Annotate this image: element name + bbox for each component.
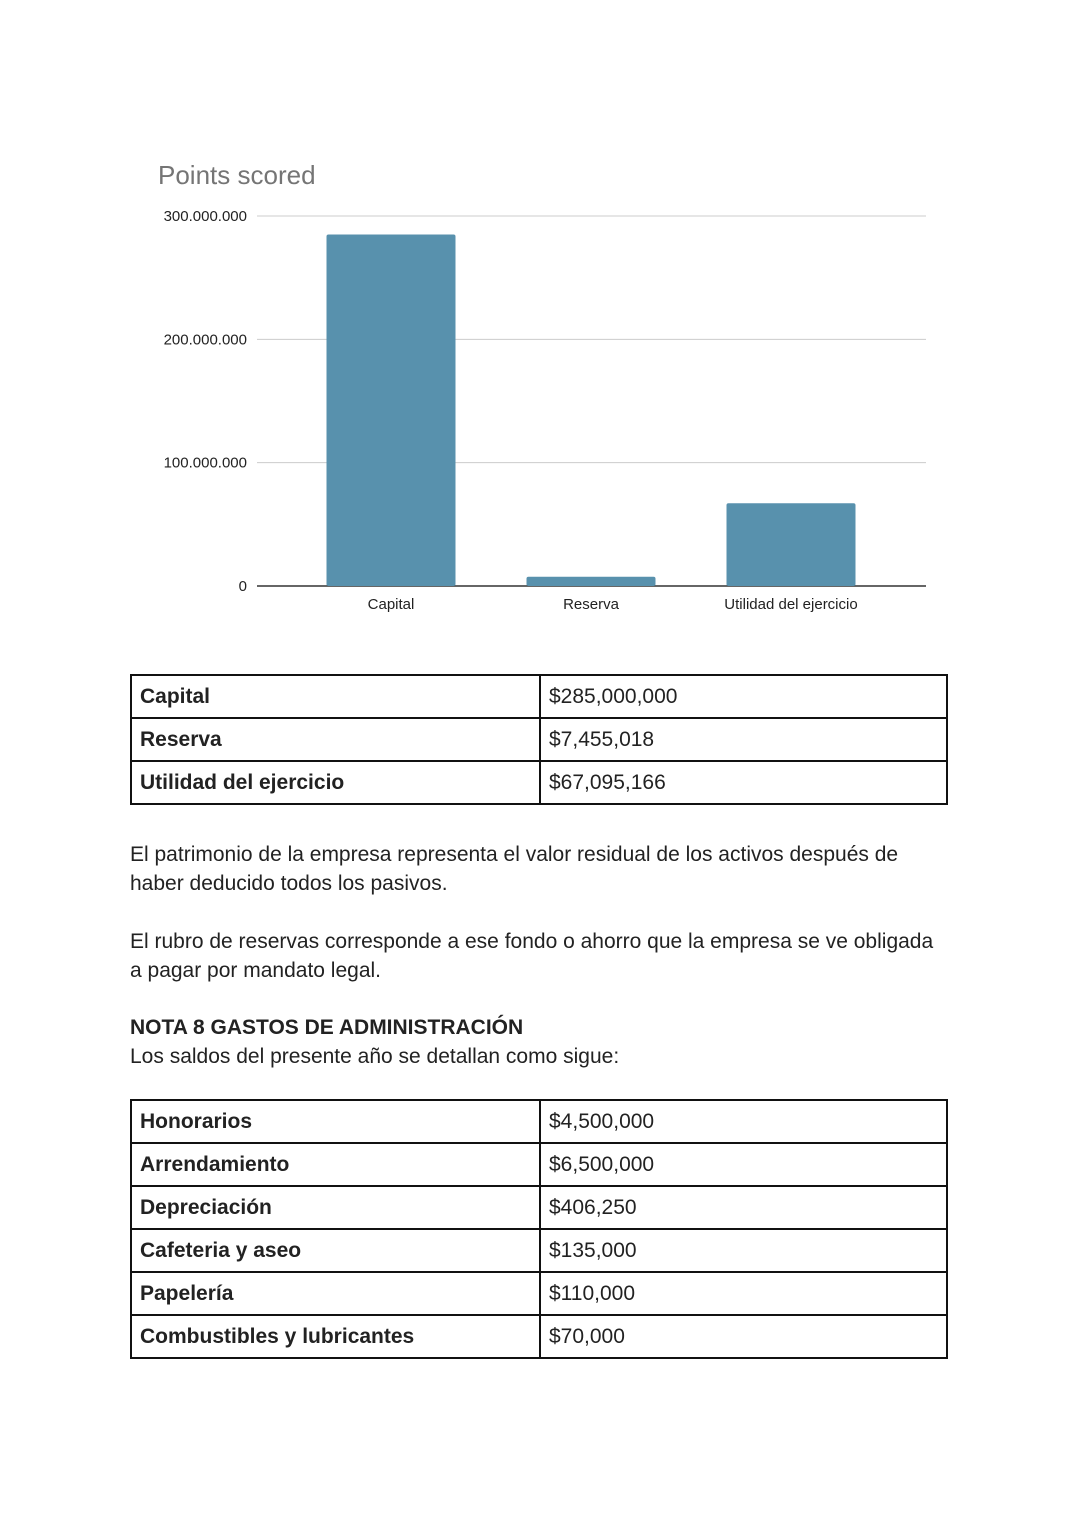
row-label-arrendamiento: Arrendamiento [131,1143,540,1186]
table-row [131,1272,947,1315]
y-tick-label: 200.000.000 [163,331,247,349]
row-value-arrendamiento: $6,500,000 [540,1143,947,1186]
chart-title: Points scored [158,160,316,190]
row-label-cafeteria: Cafeteria y aseo [131,1229,540,1272]
table-row [131,675,947,718]
paragraph-patrimonio: El patrimonio de la empresa representa el valor residual de los activos después de haber deducido todos los pasivos. [130,843,899,895]
equity-table [130,674,948,805]
table-row [131,1100,947,1143]
row-label-capital: Capital [131,675,540,718]
x-tick-label: Reserva [563,596,619,613]
table-row [131,1186,947,1229]
row-value-capital: $285,000,000 [540,675,947,718]
x-tick-label: Utilidad del ejercicio [724,596,858,613]
table-row [131,1143,947,1186]
expenses-table [130,1099,948,1359]
bar-chart [0,0,1080,640]
row-value-papeleria: $110,000 [540,1272,947,1315]
row-value-depreciacion: $406,250 [540,1186,947,1229]
row-label-combustibles: Combustibles y lubricantes [131,1315,540,1358]
table-row [131,1315,947,1358]
row-value-reserva: $7,455,018 [540,718,947,761]
note-8-intro: Los saldos del presente año se detallan como sigue: [130,1045,620,1068]
table-row [131,1229,947,1272]
paragraph-reservas: El rubro de reservas corresponde a ese fondo o ahorro que la empresa se ve obligada a pagar por mandato legal. [130,930,934,982]
bar-reserva [527,577,656,586]
table-row [131,761,947,804]
table-row [131,718,947,761]
bar-capital [327,235,456,587]
row-value-utilidad: $67,095,166 [540,761,947,804]
row-label-honorarios: Honorarios [131,1100,540,1143]
y-tick-label: 0 [238,578,247,595]
row-value-combustibles: $70,000 [540,1315,947,1358]
row-label-papeleria: Papelería [131,1272,540,1315]
row-value-cafeteria: $135,000 [540,1229,947,1272]
note-8-block [130,1013,950,1071]
y-tick-label: 100.000.000 [163,454,247,472]
x-tick-label: Capital [367,596,415,613]
row-value-honorarios: $4,500,000 [540,1100,947,1143]
y-tick-label: 300.000.000 [163,208,247,225]
row-label-reserva: Reserva [131,718,540,761]
row-label-utilidad: Utilidad del ejercicio [131,761,540,804]
note-8-heading: NOTA 8 GASTOS DE ADMINISTRACIÓN [130,1016,524,1039]
bar-utilidad-del-ejercicio [727,503,856,586]
row-label-depreciacion: Depreciación [131,1186,540,1229]
